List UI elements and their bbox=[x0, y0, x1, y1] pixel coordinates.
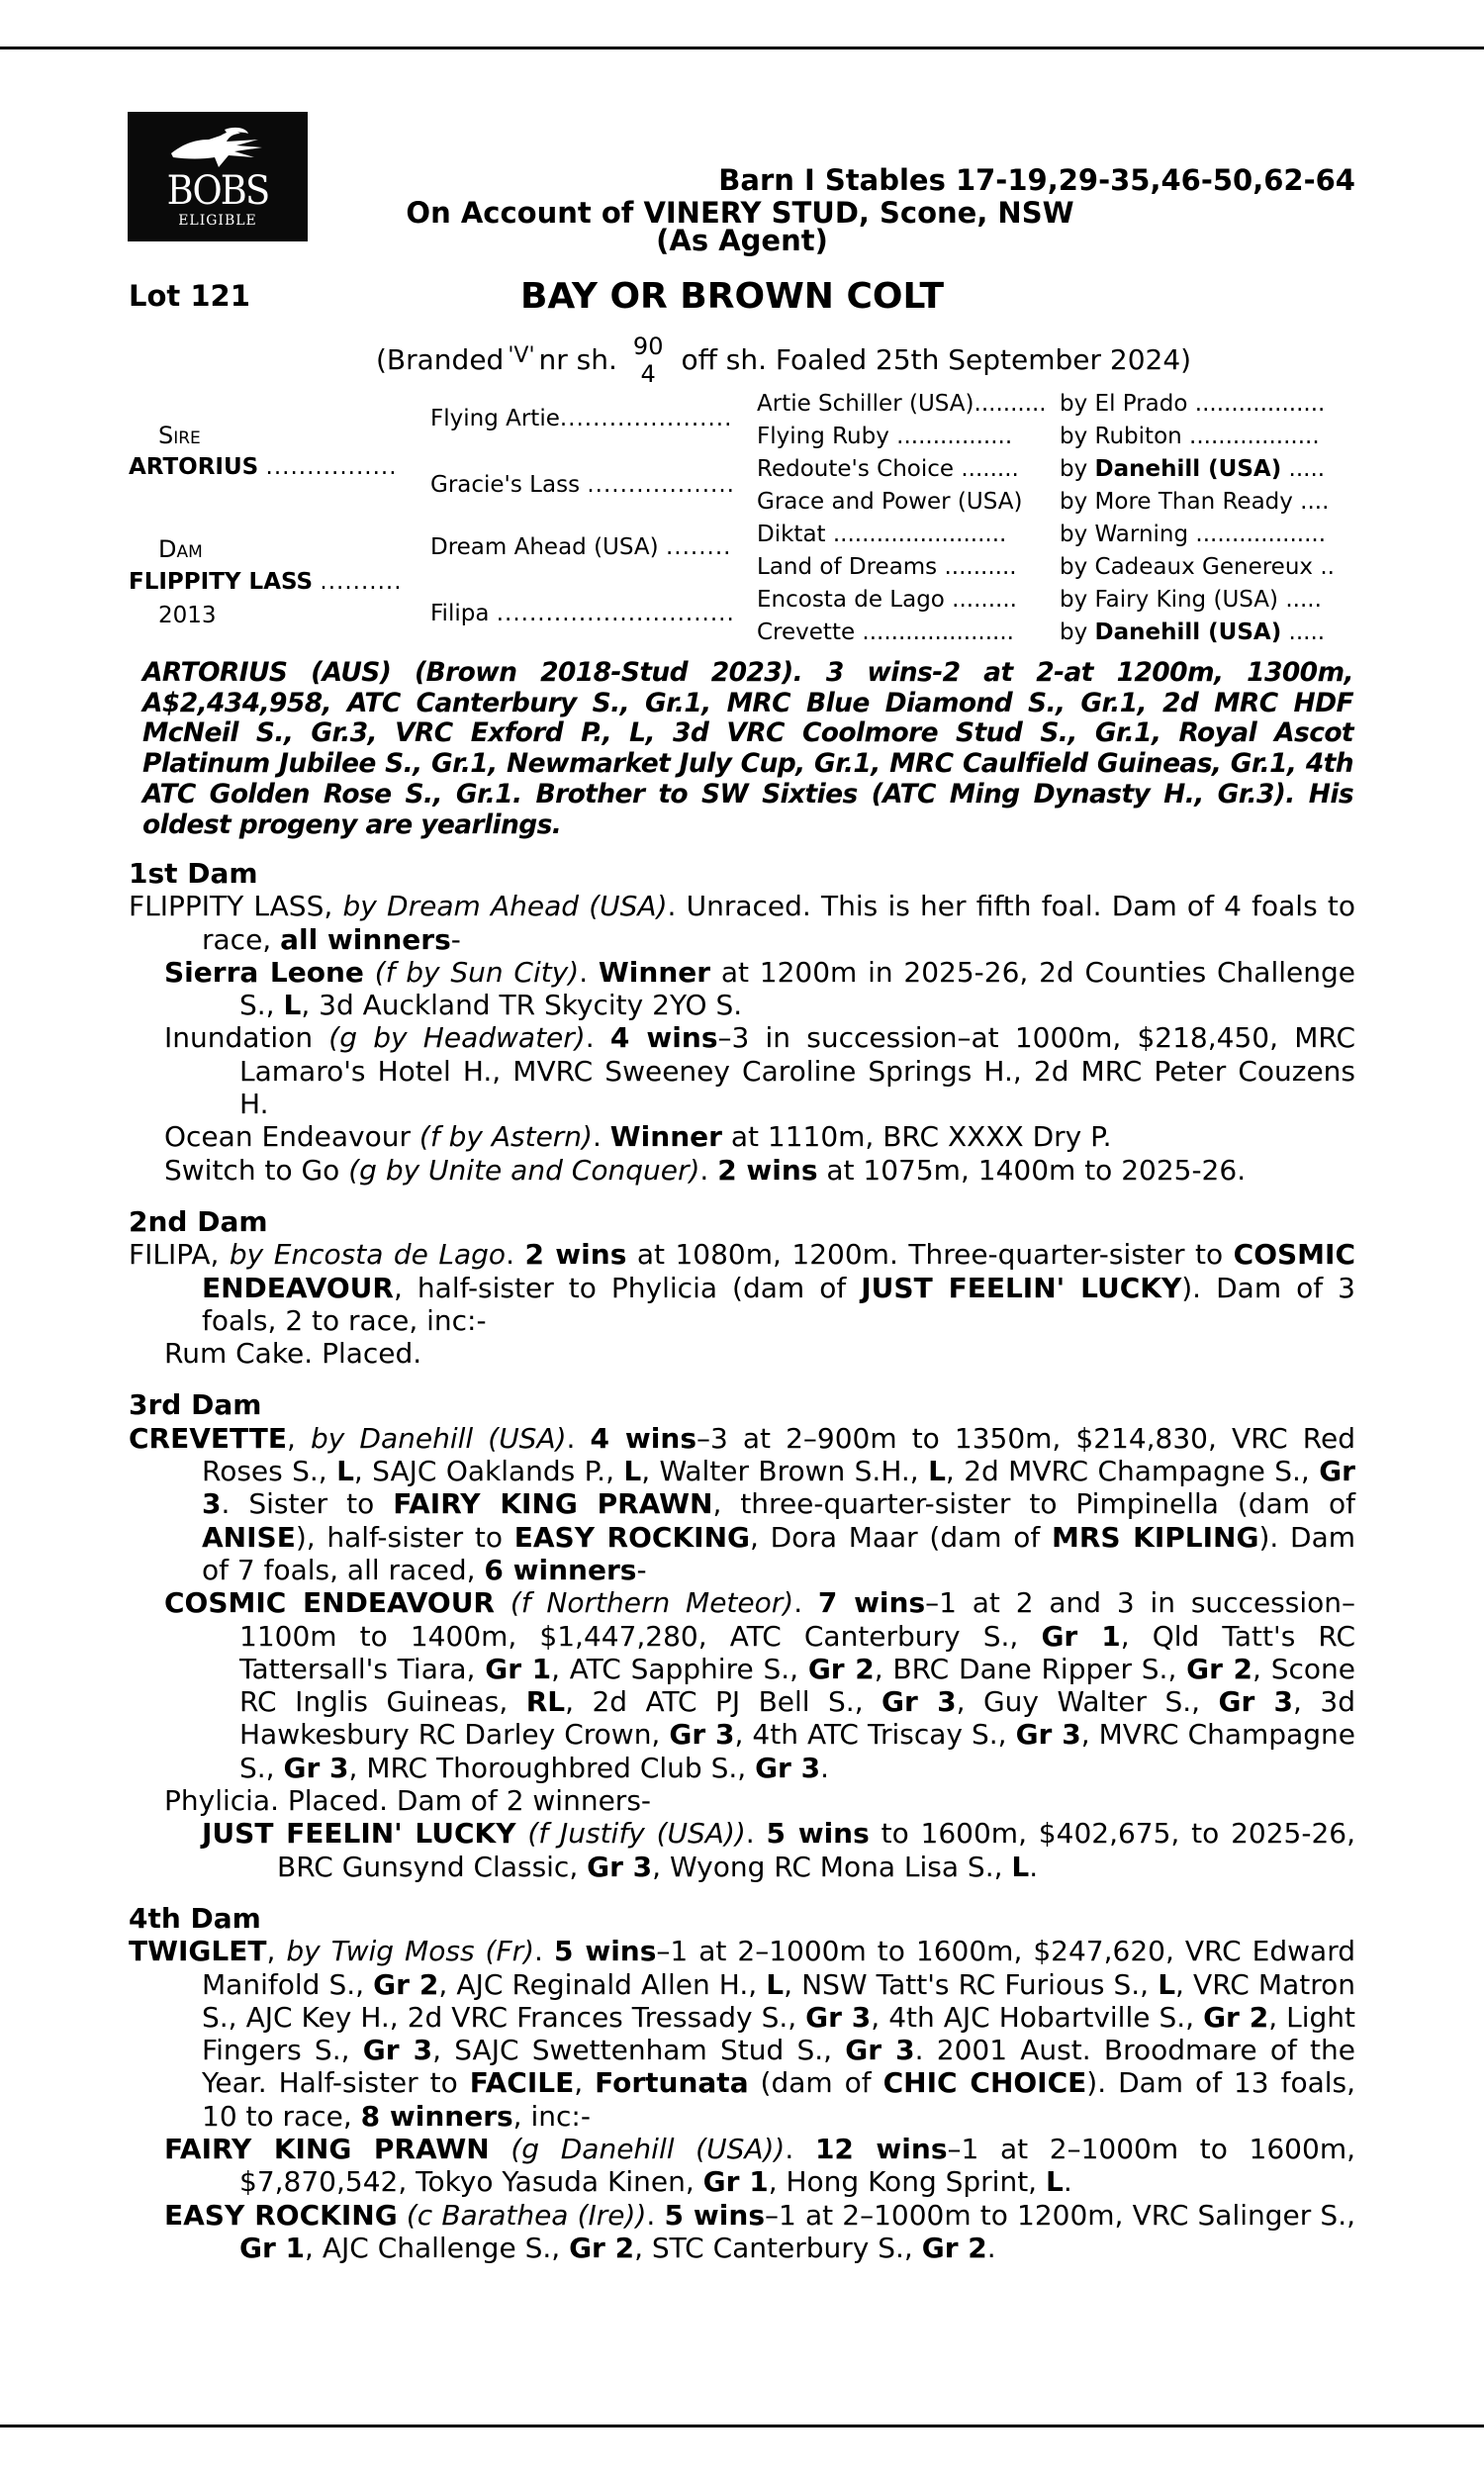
lot-number: Lot 121 bbox=[129, 279, 250, 313]
pedigree-gen2-sire-dam: Gracie's Lass .................. bbox=[430, 472, 735, 498]
branding-prefix: (Branded bbox=[376, 343, 505, 376]
pedigree-gen3-sire: by El Prado .................. bbox=[1060, 391, 1326, 417]
branding-suffix: off sh. Foaled 25th September 2024) bbox=[681, 343, 1192, 376]
branding-near: nr sh. bbox=[538, 343, 617, 376]
dam-label: Dam bbox=[158, 535, 203, 563]
logo-text-eligible: ELIGIBLE bbox=[178, 213, 257, 229]
pedigree-gen3-sire: by Danehill (USA) ..... bbox=[1060, 619, 1326, 645]
vendor-account: On Account of VINERY STUD, Scone, NSW bbox=[406, 196, 1074, 230]
dam-year: 2013 bbox=[158, 603, 217, 628]
top-rule bbox=[0, 47, 1484, 49]
dam-entry: CREVETTE, by Danehill (USA). 4 wins–3 at 2–900m to 1350m, $214,830, VRC Red Roses S., L, SAJC Oaklands P., L, Walter Brown S.H., L, 2d MVRC Champagne S., Gr 3. Sister to FAIRY KING PRAWN, three-quarter-sister to Pimpinella (dam of ANISE), half-sister to EASY ROCKING, Dora Maar (dam of MRS KIPLING). Dam of 7 foals, all raced, 6 winners- bbox=[129, 1421, 1356, 1586]
section-heading: 3rd Dam bbox=[129, 1388, 262, 1422]
progeny-entry: Sierra Leone (f by Sun City). Winner at 1200m in 2025-26, 2d Counties Challenge S., L, 3d Auckland TR Skycity 2YO S. bbox=[164, 955, 1355, 1022]
section-heading: 2nd Dam bbox=[129, 1204, 268, 1238]
pedigree-gen3-name: Crevette ..................... bbox=[757, 619, 1014, 645]
progeny-entry: Switch to Go (g by Unite and Conquer). 2 wins at 1075m, 1400m to 2025-26. bbox=[164, 1153, 1247, 1187]
section-heading: 1st Dam bbox=[129, 857, 258, 890]
pedigree-gen3-name: Redoute's Choice ........ bbox=[757, 456, 1019, 482]
pedigree-gen3-sire: by Danehill (USA) ..... bbox=[1060, 456, 1326, 482]
branding-line bbox=[376, 333, 1191, 388]
pedigree-gen3-sire: by Rubiton .................. bbox=[1060, 424, 1320, 449]
dam-name-row: FLIPPITY LASS .......... bbox=[129, 569, 403, 595]
dam-name: FLIPPITY LASS bbox=[129, 569, 314, 595]
pedigree-gen2-dam-sire: Dream Ahead (USA) ........ bbox=[430, 534, 732, 560]
progeny-entry: FAIRY KING PRAWN (g Danehill (USA)). 12 wins–1 at 2–1000m to 1600m, $7,870,542, Tokyo Yasuda Kinen, Gr 1, Hong Kong Sprint, L. bbox=[164, 2132, 1355, 2199]
dam-entry: FILIPA, by Encosta de Lago. 2 wins at 1080m, 1200m. Three-quarter-sister to COSMIC ENDEAVOUR, half-sister to Phylicia (dam of JUST FEELIN' LUCKY). Dam of 3 foals, 2 to race, inc:- bbox=[129, 1238, 1355, 1337]
pedigree-gen3-name: Diktat ........................ bbox=[757, 522, 1007, 547]
progeny-entry: Inundation (g by Headwater). 4 wins–3 in succession–at 1000m, $218,450, MRC Lamaro's Hotel H., MVRC Sweeney Caroline Springs H., 2d MRC Peter Couzens H. bbox=[164, 1021, 1355, 1121]
sire-name: ARTORIUS bbox=[129, 454, 259, 480]
progeny-entry: Rum Cake. Placed. bbox=[164, 1337, 422, 1371]
family-sections bbox=[129, 857, 1355, 2264]
sire-name-row: ARTORIUS ................ bbox=[129, 454, 398, 480]
bottom-rule bbox=[0, 2425, 1484, 2427]
pedigree-gen3-name: Land of Dreams .......... bbox=[757, 554, 1017, 580]
progeny-entry: JUST FEELIN' LUCKY (f Justify (USA)). 5 wins to 1600m, $402,675, to 2025-26, BRC Gunsynd Classic, Gr 3, Wyong RC Mona Lisa S., L. bbox=[202, 1817, 1355, 1883]
brand-number-fraction bbox=[633, 333, 664, 388]
pedigree-gen3-name: Flying Ruby ................ bbox=[757, 424, 1013, 449]
horse-title: BAY OR BROWN COLT bbox=[519, 276, 945, 317]
progeny-entry: Ocean Endeavour (f by Astern). Winner at 1110m, BRC XXXX Dry P. bbox=[164, 1120, 1112, 1154]
horse-head-icon bbox=[163, 126, 272, 173]
progeny-entry: Phylicia. Placed. Dam of 2 winners- bbox=[164, 1784, 652, 1818]
pedigree-gen3-name: Artie Schiller (USA).......... bbox=[757, 391, 1047, 417]
pedigree-gen3-sire: by Fairy King (USA) ..... bbox=[1060, 587, 1322, 613]
pedigree-gen3-name: Grace and Power (USA) bbox=[757, 489, 1023, 515]
fraction-top: 90 bbox=[632, 333, 664, 360]
dam-entry: FLIPPITY LASS, by Dream Ahead (USA). Unraced. This is her fifth foal. Dam of 4 foals to race, all winners- bbox=[129, 890, 1355, 956]
pedigree-gen2-sire-sire: Flying Artie..................... bbox=[430, 406, 733, 431]
dam-entry: TWIGLET, by Twig Moss (Fr). 5 wins–1 at 2–1000m to 1600m, $247,620, VRC Edward Manifold S., Gr 2, AJC Reginald Allen H., L, NSW Tatt's RC Furious S., L, VRC Matron S., AJC Key H., 2d VRC Frances Tressady S., Gr 3, 4th AJC Hobartville S., Gr 2, Light Fingers S., Gr 3, SAJC Swettenham Stud S., Gr 3. 2001 Aust. Broodmare of the Year. Half-sister to FACILE, Fortunata (dam of CHIC CHOICE). Dam of 13 foals, 10 to race, 8 winners, inc:- bbox=[129, 1935, 1356, 2133]
pedigree-gen3-sire: by Warning .................. bbox=[1060, 522, 1327, 547]
sire-label: Sire bbox=[158, 422, 201, 449]
bobs-eligible-logo bbox=[128, 112, 308, 241]
vendor-agent-note: (As Agent) bbox=[656, 224, 828, 257]
barn-location: Barn I Stables 17-19,29-35,46-50,62-64 bbox=[718, 163, 1355, 197]
pedigree-gen3-sire: by Cadeaux Genereux .. bbox=[1060, 554, 1335, 580]
brand-mark-icon: 'V' bbox=[508, 343, 535, 368]
section-heading: 4th Dam bbox=[129, 1901, 261, 1935]
fraction-bottom: 4 bbox=[640, 360, 656, 388]
logo-text-bobs: BOBS bbox=[166, 168, 269, 214]
pedigree-gen3-sire: by More Than Ready .... bbox=[1060, 489, 1330, 515]
progeny-entry: EASY ROCKING (c Barathea (Ire)). 5 wins–1 at 2–1000m to 1200m, VRC Salinger S., Gr 1, AJC Challenge S., Gr 2, STC Canterbury S., Gr 2. bbox=[164, 2198, 1355, 2264]
progeny-entry: COSMIC ENDEAVOUR (f Northern Meteor). 7 wins–1 at 2 and 3 in succession–1100m to 1400m, $1,447,280, ATC Canterbury S., Gr 1, Qld Tatt's RC Tattersall's Tiara, Gr 1, ATC Sapphire S., Gr 2, BRC Dane Ripper S., Gr 2, Scone RC Inglis Guineas, RL, 2d ATC PJ Bell S., Gr 3, Guy Walter S., Gr 3, 3d Hawkesbury RC Darley Crown, Gr 3, 4th ATC Triscay S., Gr 3, MVRC Champagne S., Gr 3, MRC Thoroughbred Club S., Gr 3. bbox=[164, 1586, 1356, 1784]
pedigree-gen3-name: Encosta de Lago ......... bbox=[757, 587, 1017, 613]
sire-summary: ARTORIUS (AUS) (Brown 2018-Stud 2023). 3 wins-2 at 2-at 1200m, 1300m, A$2,434,958, ATC Canterbury S., Gr.1, MRC Blue Diamond S., Gr.1, 2d MRC HDF McNeil S., Gr.3, VRC Exford P., L, 3d VRC Coolmore Stud S., Gr.1, Royal Ascot Platinum Jubilee S., Gr.1, Newmarket July Cup, Gr.1, MRC Caulfield Guineas, Gr.1, 4th ATC Golden Rose S., Gr.1. Brother to SW Sixties (ATC Ming Dynasty H., Gr.3). His oldest progeny are yearlings. bbox=[142, 657, 1353, 840]
pedigree-gen2-dam-dam: Filipa ............................. bbox=[430, 601, 735, 626]
